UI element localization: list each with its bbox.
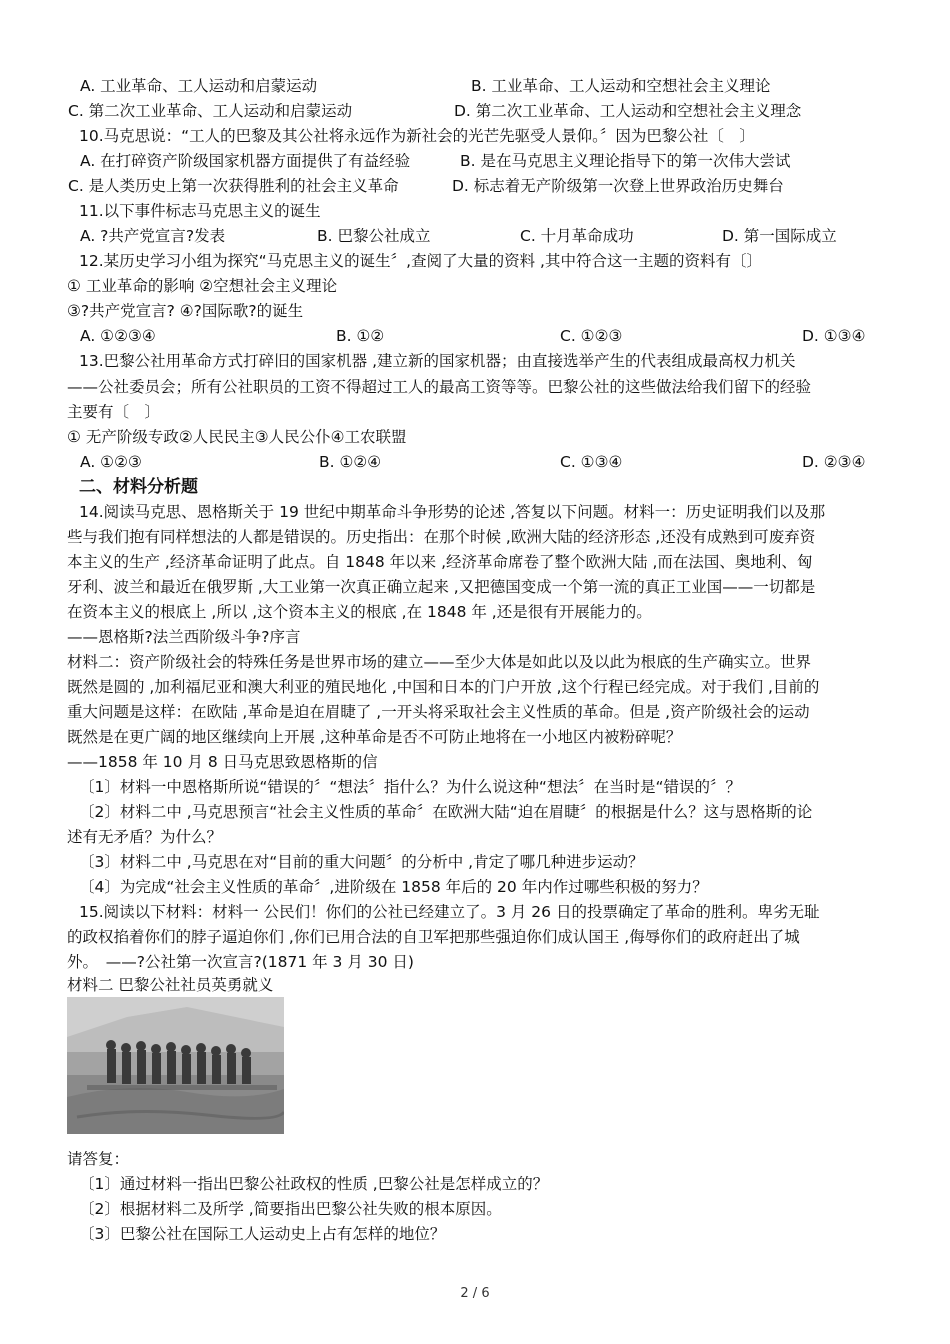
q13-option-c: C. ①③④ [560,453,623,471]
q12-stem: 12.某历史学习小组为探究“马克思主义的诞生〞,查阅了大量的资料 ,其中符合这一主题的资料有〔〕 [79,252,762,270]
q14-line-4: 牙利、波兰和最近在俄罗斯 ,大工业第一次真正确立起来 ,又把德国变成一个第一流的真正工业国——一切都是 [67,578,816,596]
q9-option-b: B. 工业革命、工人运动和空想社会主义理论 [471,77,771,95]
q14-source-1: ——恩格斯?法兰西阶级斗争?序言 [67,628,301,646]
q9-option-c: C. 第二次工业革命、工人运动和启蒙运动 [68,102,353,120]
q13-option-a: A. ①②③ [80,453,142,471]
q12-items-1: ① 工业革命的影响 ②空想社会主义理论 [67,277,338,295]
q14-source-2: ——1858 年 10 月 8 日马克思致恩格斯的信 [67,753,378,771]
photo-illustration [67,997,284,1134]
q10-option-b: B. 是在马克思主义理论指导下的第一次伟大尝试 [460,152,791,170]
page-number: 2 / 6 [460,1286,490,1301]
q13-line-1: 13.巴黎公社用革命方式打碎旧的国家机器 ,建立新的国家机器；由直接选举产生的代表组成最高权力机关 [79,352,796,370]
q13-option-d: D. ②③④ [802,453,866,471]
q15-sub-1: 〔1〕通过材料一指出巴黎公社政权的性质 ,巴黎公社是怎样成立的？ [79,1175,549,1193]
q10-option-d: D. 标志着无产阶级第一次登上世界政治历史舞台 [452,177,784,195]
q14-sub-4: 〔4〕为完成“社会主义性质的革命〞,进阶级在 1858 年后的 20 年内作过哪些积极的努力？ [79,878,708,896]
q14-line-7: 既然是圆的 ,加利福尼亚和澳大利亚的殖民地化 ,中国和日本的门户开放 ,这个行程已经完成。对于我们 ,目前的 [67,678,820,696]
q15-answer-prompt: 请答复： [67,1150,130,1168]
q15-material-2-caption: 材料二 巴黎公社社员英勇就义 [67,976,274,994]
q13-line-3: 主要有〔 〕 [67,403,161,421]
q11-stem: 11.以下事件标志马克思主义的诞生 [79,202,321,220]
q11-option-a: A. ?共产党宣言?发表 [80,227,226,245]
q10-option-a: A. 在打碎资产阶级国家机器方面提供了有益经验 [80,152,411,170]
q14-line-3: 本主义的生产 ,经济革命证明了此点。自 1848 年以来 ,经济革命席卷了整个欧洲大陆 ,而在法国、奥地利、匈 [67,553,813,571]
q14-line-2: 些与我们抱有同样想法的人都是错误的。历史指出：在那个时候 ,欧洲大陆的经济形态 ,还没有成熟到可废弃资 [67,528,816,546]
q15-line-1: 15.阅读以下材料：材料一 公民们！你们的公社已经建立了。3 月 26 日的投票确定了革命的胜利。卑劣无耻 [79,903,820,921]
q13-line-2: ——公社委员会；所有公社职员的工资不得超过工人的最高工资等等。巴黎公社的这些做法给我们留下的经验 [67,378,812,396]
q14-sub-1: 〔1〕材料一中恩格斯所说“错误的〞“想法〞指什么？为什么说这种“想法〞在当时是“错误的〞？ [79,778,741,796]
q10-stem: 10.马克思说：“工人的巴黎及其公社将永远作为新社会的光芒先驱受人景仰。〞因为巴黎公社〔 〕 [79,127,755,145]
q15-sub-2: 〔2〕根据材料二及所学 ,简要指出巴黎公社失败的根本原因。 [79,1200,502,1218]
commune-execution-photo [67,997,284,1134]
q11-option-c: C. 十月革命成功 [520,227,634,245]
q9-option-a: A. 工业革命、工人运动和启蒙运动 [80,77,318,95]
q13-items: ① 无产阶级专政②人民民主③人民公仆④工农联盟 [67,428,407,446]
q12-option-d: D. ①③④ [802,327,866,345]
q15-line-2: 的政权掐着你们的脖子逼迫你们 ,你们已用合法的自卫军把那些强迫你们成认国王 ,侮辱你们的政府赶出了城 [67,928,800,946]
q14-sub-2b: 述有无矛盾？为什么？ [67,828,223,846]
q12-option-c: C. ①②③ [560,327,623,345]
q12-option-b: B. ①② [336,327,385,345]
q15-sub-3: 〔3〕巴黎公社在国际工人运动史上占有怎样的地位？ [79,1225,446,1243]
q13-option-b: B. ①②④ [319,453,382,471]
q11-option-b: B. 巴黎公社成立 [317,227,431,245]
q14-line-1: 14.阅读马克思、恩格斯关于 19 世纪中期革命斗争形势的论述 ,答复以下问题。材料一：历史证明我们以及那 [79,503,826,521]
q12-items-2: ③?共产党宣言? ④?国际歌?的诞生 [67,302,304,320]
q14-line-8: 重大问题是这样：在欧陆 ,革命是迫在眉睫了 ,一开头将采取社会主义性质的革命。但是 ,资产阶级社会的运动 [67,703,810,721]
q14-line-9: 既然是在更广阔的地区继续向上开展 ,这种革命是否不可防止地将在一小地区内被粉碎呢？ [67,728,682,746]
q14-sub-3: 〔3〕材料二中 ,马克思在对“目前的重大问题〞的分析中 ,肯定了哪几种进步运动？ [79,853,644,871]
q9-option-d: D. 第二次工业革命、工人运动和空想社会主义理念 [454,102,802,120]
q14-line-6: 材料二：资产阶级社会的特殊任务是世界市场的建立——至少大体是如此以及以此为根底的生产确实立。世界 [67,653,812,671]
q12-option-a: A. ①②③④ [80,327,156,345]
q14-line-5: 在资本主义的根底上 ,所以 ,这个资本主义的根底 ,在 1848 年 ,还是很有开展能力的。 [67,603,652,621]
q10-option-c: C. 是人类历史上第一次获得胜利的社会主义革命 [68,177,399,195]
q14-sub-2a: 〔2〕材料二中 ,马克思预言“社会主义性质的革命〞在欧洲大陆“迫在眉睫〞的根据是什么？这与恩格斯的论 [79,803,813,821]
section-heading: 二、材料分析题 [79,477,198,497]
q15-line-3: 外。 ——?公社第一次宣言?(1871 年 3 月 30 日) [67,953,414,971]
q11-option-d: D. 第一国际成立 [722,227,837,245]
